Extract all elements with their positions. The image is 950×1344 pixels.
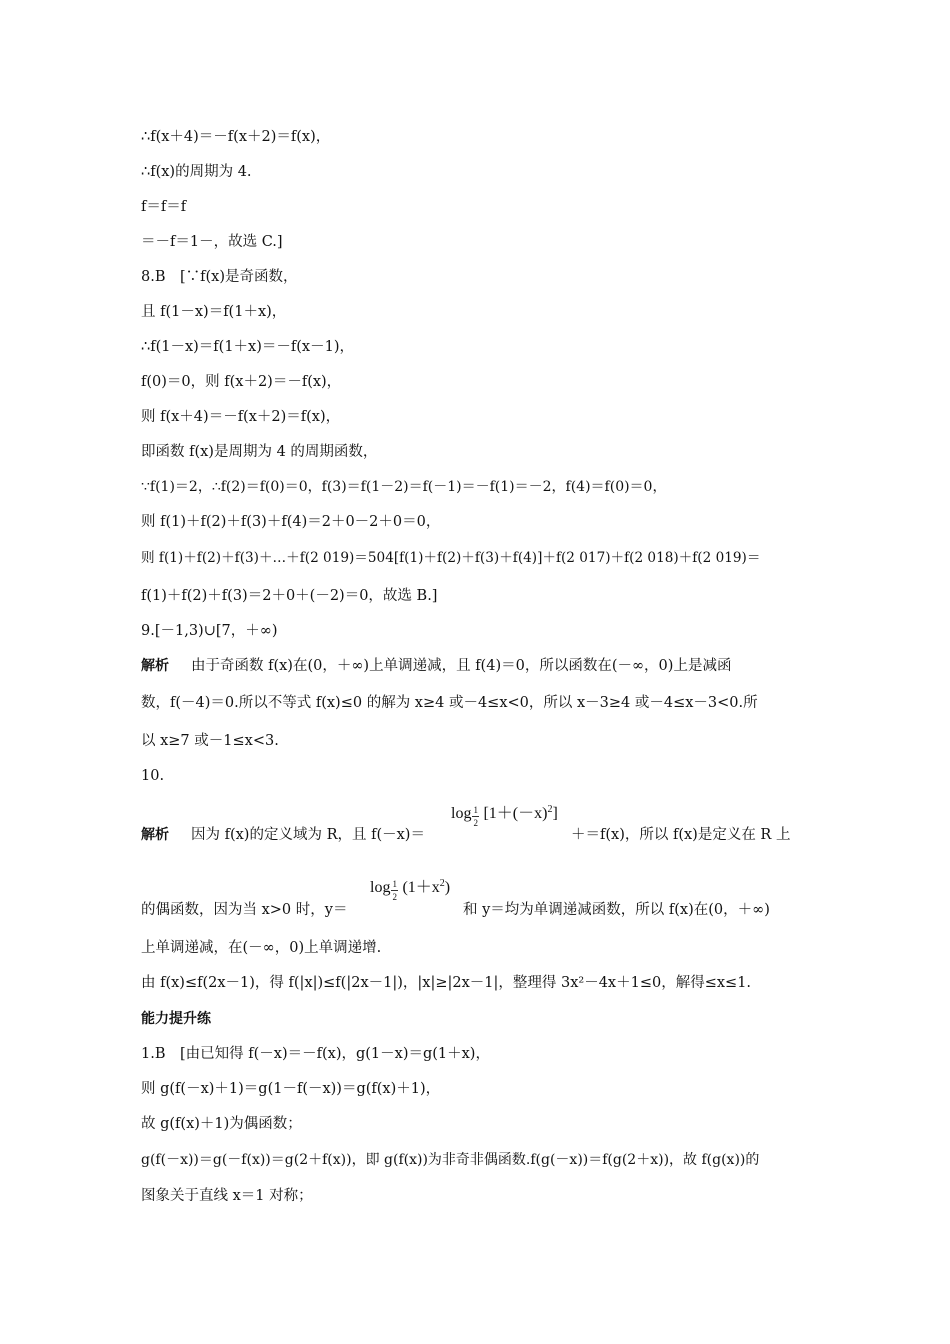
text-line: 则 g(f(－x)＋1)＝g(1－f(－x))＝g(f(x)＋1)， bbox=[141, 1081, 441, 1097]
text-line: g(f(－x))＝g(－f(x))＝g(2＋f(x))，即 g(f(x))为非奇非偶函数.f(g(－x))＝f(g(2＋x))，故 f(g(x))的 bbox=[141, 1152, 760, 1168]
text-line: 图象关于直线 x＝1 对称； bbox=[141, 1188, 313, 1204]
text-line: ＝－f＝1－，故选 C.] bbox=[141, 234, 283, 250]
text-line: 以 x≥7 或－1≤x<3. bbox=[141, 733, 279, 749]
log-base-fraction bbox=[471, 806, 483, 826]
text-line: 且 f(1－x)＝f(1＋x)， bbox=[141, 304, 287, 320]
text-line: ＋＝f(x)，所以 f(x)是定义在 R 上 bbox=[571, 827, 791, 843]
text-line: 故 g(f(x)＋1)为偶函数； bbox=[141, 1116, 302, 1132]
answer-9: 9.[－1,3)∪[7，＋∞) bbox=[141, 623, 278, 639]
analysis-line bbox=[141, 656, 731, 676]
answer-1: 1.B [由已知得 f(－x)＝－f(x)，g(1－x)＝g(1＋x)， bbox=[141, 1046, 490, 1062]
analysis-label: 解析 bbox=[141, 658, 169, 674]
text-line: 则 f(1)＋f(2)＋f(3)＋f(4)＝2＋0－2＋0＝0， bbox=[141, 514, 441, 530]
log-text: log bbox=[451, 805, 472, 822]
answer-10: 10. bbox=[141, 768, 165, 784]
log-formula-2 bbox=[370, 874, 450, 900]
text-line: 则 f(x＋4)＝－f(x＋2)＝f(x)， bbox=[141, 409, 341, 425]
text-line: ∴f(1－x)＝f(1＋x)＝－f(x－1)， bbox=[141, 339, 354, 355]
text-line: 和 y＝均为单调递减函数，所以 f(x)在(0，＋∞) bbox=[463, 902, 770, 918]
log-text: log bbox=[370, 879, 391, 896]
base-denominator: 2 bbox=[473, 818, 478, 828]
analysis-label: 解析 bbox=[141, 827, 169, 843]
log-argument-close: ) bbox=[444, 879, 451, 896]
text-line: 由 f(x)≤f(2x－1)，得 f(|x|)≤f(|2x－1|)，|x|≥|2x－1|，整理得 3x²－4x＋1≤0，解得≤x≤1. bbox=[141, 975, 752, 991]
base-numerator: 1 bbox=[473, 805, 478, 815]
text-line: f(0)＝0，则 f(x＋2)＝－f(x)， bbox=[141, 374, 342, 390]
log-base-fraction bbox=[390, 880, 402, 900]
text-line: ∵f(1)＝2，∴f(2)＝f(0)＝0，f(3)＝f(1－2)＝f(－1)＝－f(1)＝－2，f(4)＝f(0)＝0， bbox=[141, 479, 667, 495]
exponent: 2 bbox=[547, 804, 553, 815]
base-numerator: 1 bbox=[392, 879, 397, 889]
log-formula-1 bbox=[451, 800, 558, 826]
text-line: f(1)＋f(2)＋f(3)＝2＋0＋(－2)＝0，故选 B.] bbox=[141, 588, 438, 604]
analysis-text: 因为 f(x)的定义域为 R，且 f(－x)＝ bbox=[191, 827, 425, 843]
text-line: 上单调递减，在(－∞，0)上单调递增. bbox=[141, 940, 382, 956]
analysis-text: 由于奇函数 f(x)在(0，＋∞)上单调递减，且 f(4)＝0，所以函数在(－∞，0)上是减函 bbox=[191, 658, 732, 674]
base-denominator: 2 bbox=[392, 892, 397, 902]
text-line: ∴f(x)的周期为 4. bbox=[141, 164, 252, 180]
log-argument: [1＋(－x) bbox=[483, 805, 548, 822]
section-heading: 能力提升练 bbox=[141, 1011, 211, 1027]
text-line: f＝f＝f bbox=[141, 199, 187, 215]
log-argument: (1＋x bbox=[402, 879, 440, 896]
text-line: 则 f(1)＋f(2)＋f(3)＋…＋f(2 019)＝504[f(1)＋f(2)＋f(3)＋f(4)]＋f(2 017)＋f(2 018)＋f(2 019)＝ bbox=[141, 550, 761, 566]
text-line: 的偶函数，因为当 x>0 时，y＝ bbox=[141, 902, 348, 918]
text-line: 即函数 f(x)是周期为 4 的周期函数， bbox=[141, 444, 378, 460]
answer-8: 8.B [∵f(x)是奇函数， bbox=[141, 269, 298, 285]
log-argument-close: ] bbox=[552, 805, 558, 822]
text-line: ∴f(x＋4)＝－f(x＋2)＝f(x)， bbox=[141, 129, 331, 145]
analysis-line bbox=[141, 825, 425, 845]
exponent: 2 bbox=[439, 878, 445, 889]
text-line: 数，f(－4)＝0.所以不等式 f(x)≤0 的解为 x≥4 或－4≤x<0，所以 x－3≥4 或－4≤x－3<0.所 bbox=[141, 695, 758, 711]
